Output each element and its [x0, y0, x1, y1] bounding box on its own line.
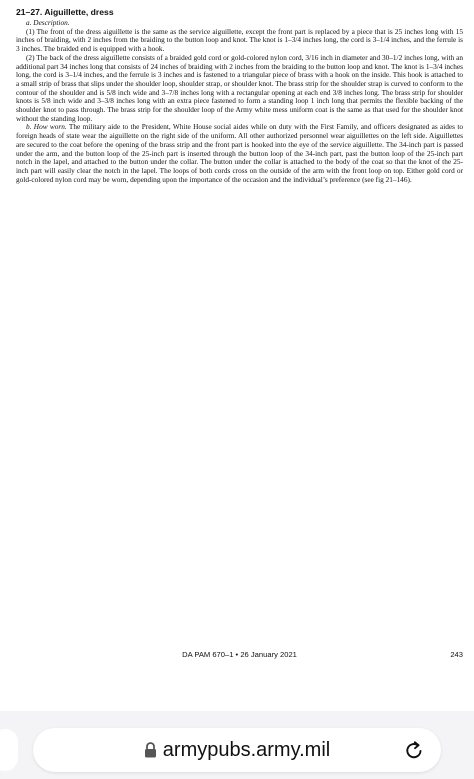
page-number: 243	[450, 650, 463, 659]
paragraph-front: (1) The front of the dress aiguillette is the same as the service aiguillette, except the front part is replaced by a piece that is 25 inches long with 15 inches of braiding, with 2 inches from the braiding to the button loop and knot. The knot is 1–3/4 inches long, the cord is 3–1/4 inches, and the ferrule is 3 inches. The braided end is equipped with a hook.	[16, 26, 463, 54]
publication-info: DA PAM 670–1 • 26 January 2021	[182, 650, 297, 659]
url-text: armypubs.army.mil	[162, 738, 331, 761]
previous-tab-edge[interactable]	[0, 729, 18, 771]
lock-icon	[144, 742, 157, 758]
subsection-description: a. Description.	[26, 18, 70, 27]
browser-toolbar	[0, 711, 474, 779]
document-page	[16, 7, 463, 184]
how-worn-text: The military aide to the President, White House social aides while on duty with the First Family, and officers designated as aides to foreign heads of state wear the aiguillette on the right side of the uniform. All other authorized personnel wear aiguillettes on the left side. Aiguillettes are secured to the coat before the opening of the brass strip and the front part is hooked into the eye of the service aiguillette. The 34-inch part is passed under the arm, and the button loop of the 25-inch part is inserted through the button loop of the 34-inch part, past the button loop of the 25-inch part notch in the lapel, and attached to the button under the collar. The button under the collar is attached to the body of the coat so that the knot of the 25-inch part will easily clear the notch in the lapel. The loops of both cords cross on the outside of the arm with the front loop on top. Either gold cord or gold-colored nylon cord may be worn, depending upon the importance of the occasion and the individual’s preference (see fig 21–146).	[16, 122, 463, 184]
section-title: 21–27. Aiguillette, dress	[16, 7, 114, 17]
page-footer	[16, 650, 463, 662]
address-bar[interactable]	[33, 728, 441, 772]
paragraph-back: (2) The back of the dress aiguillette consists of a braided gold cord or gold-colored nylon cord, 3/16 inch in diameter and 30–1/2 inches long, with an additional part 34 inches long that consists of 24 inches of braiding with 2 inches from the braiding to the button loop and knot. The knot is 1–3/4 inches long, the cord is 3–1/4 inches, and the ferrule is 3 inches and is fastened to a triangular piece of brass with a hook on the inside. This hook is attached to a small strip of brass that slips under the shoulder loop, shoulder strap, or shoulder knot. The brass strip for the shoulder strap is curved to conform to the contour of the shoulder and is 5/8 inch wide and 3–7/8 inches long with a rectangular opening at each end 3/8 inches long. The brass strip for shoulder knots is 5/8 inch wide and 3–3/8 inches long with an extra piece fastened to form a standing loop 1 inch long that permits the flexible backing of the shoulder knot to pass through. The brass strip for the shoulder loop of the Army white mess uniform coat is the same as that used for the shoulder knot without the standing loop.	[16, 52, 463, 123]
reload-icon[interactable]	[403, 739, 425, 761]
subsection-how-worn: b. How worn.	[26, 122, 67, 132]
paragraph-how-worn	[16, 123, 463, 184]
